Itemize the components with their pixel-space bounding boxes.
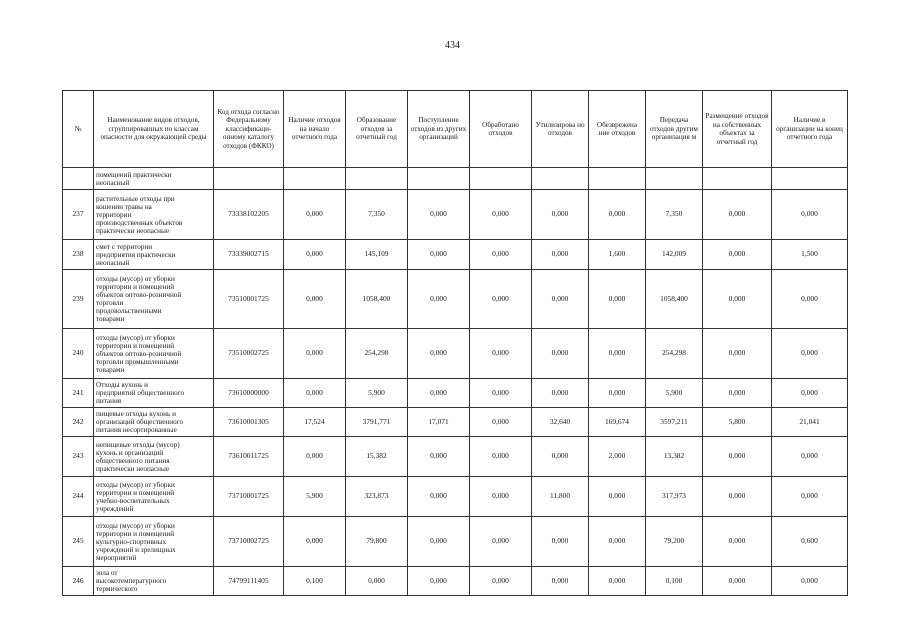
start-balance-cell: 0,000 xyxy=(284,329,346,379)
generated-cell: 0,000 xyxy=(346,567,408,596)
placed-cell: 0,000 xyxy=(703,567,772,596)
processed-cell: 0,000 xyxy=(470,437,532,477)
transferred-cell: 1058,400 xyxy=(646,270,703,329)
row-number: 237 xyxy=(63,190,94,240)
waste-name xyxy=(94,567,214,596)
placed-cell: 0,000 xyxy=(703,270,772,329)
end-balance-cell: 21,041 xyxy=(772,408,848,437)
fkko-code: 73510002725 xyxy=(214,329,284,379)
waste-name xyxy=(94,190,214,240)
waste-name-text: отходы (мусор) от уборки территории и помещений учебно-воспитательных учреждений xyxy=(96,480,175,513)
processed-cell: 0,000 xyxy=(470,567,532,596)
header-received: Поступление отходов из других организаций xyxy=(408,91,470,168)
received-cell: 0,000 xyxy=(408,270,470,329)
generated-cell: 15,382 xyxy=(346,437,408,477)
header-placed: Размещение отходов на собственных объектах за отчетный год xyxy=(703,91,772,168)
table-row xyxy=(63,329,848,379)
header-number: № xyxy=(63,91,94,168)
start-balance-cell: 0,100 xyxy=(284,567,346,596)
placed-cell: 5,800 xyxy=(703,408,772,437)
table-row xyxy=(63,437,848,477)
processed-cell: 0,000 xyxy=(470,517,532,567)
utilized-cell xyxy=(532,168,589,190)
end-balance-cell: 0,000 xyxy=(772,477,848,517)
transferred-cell: 142,009 xyxy=(646,240,703,270)
end-balance-cell: 1,500 xyxy=(772,240,848,270)
fkko-code: 73610001305 xyxy=(214,408,284,437)
waste-table xyxy=(62,90,848,596)
start-balance-cell: 0,000 xyxy=(284,437,346,477)
placed-cell: 0,000 xyxy=(703,190,772,240)
transferred-cell: 13,382 xyxy=(646,437,703,477)
row-number: 245 xyxy=(63,517,94,567)
row-number: 239 xyxy=(63,270,94,329)
processed-cell xyxy=(470,168,532,190)
row-number: 240 xyxy=(63,329,94,379)
waste-name-text: помещений практически неопасный xyxy=(96,170,172,187)
utilized-cell: 0,000 xyxy=(532,437,589,477)
generated-cell: 79,800 xyxy=(346,517,408,567)
end-balance-cell: 0,000 xyxy=(772,437,848,477)
transferred-cell: 254,298 xyxy=(646,329,703,379)
row-number xyxy=(63,168,94,190)
waste-name-text: смет с территории предприятия практически неопасный xyxy=(96,242,176,267)
end-balance-cell: 0,000 xyxy=(772,190,848,240)
fkko-code: 73610011725 xyxy=(214,437,284,477)
generated-cell: 1058,400 xyxy=(346,270,408,329)
neutralized-cell: 0,000 xyxy=(589,329,646,379)
header-end-balance: Наличие в организации на конец отчетного года xyxy=(772,91,848,168)
received-cell: 0,000 xyxy=(408,379,470,408)
received-cell: 0,000 xyxy=(408,329,470,379)
generated-cell: 145,109 xyxy=(346,240,408,270)
processed-cell: 0,000 xyxy=(470,240,532,270)
row-number: 241 xyxy=(63,379,94,408)
utilized-cell: 0,000 xyxy=(532,270,589,329)
utilized-cell: 0,000 xyxy=(532,379,589,408)
neutralized-cell: 2,000 xyxy=(589,437,646,477)
placed-cell: 0,000 xyxy=(703,437,772,477)
placed-cell: 0,000 xyxy=(703,329,772,379)
transferred-cell: 0,100 xyxy=(646,567,703,596)
processed-cell: 0,000 xyxy=(470,190,532,240)
received-cell: 0,000 xyxy=(408,567,470,596)
start-balance-cell: 0,000 xyxy=(284,240,346,270)
table-row xyxy=(63,190,848,240)
utilized-cell: 32,640 xyxy=(532,408,589,437)
start-balance-cell: 0,000 xyxy=(284,190,346,240)
waste-name xyxy=(94,168,214,190)
generated-cell: 7,350 xyxy=(346,190,408,240)
utilized-cell: 11,800 xyxy=(532,477,589,517)
utilized-cell: 0,000 xyxy=(532,240,589,270)
header-fkko-code: Код отхода согласно Федеральному классификаци- онному каталогу отходов (ФККО) xyxy=(214,91,284,168)
placed-cell: 0,000 xyxy=(703,517,772,567)
start-balance-cell: 5,900 xyxy=(284,477,346,517)
fkko-code: 73710001725 xyxy=(214,477,284,517)
header-utilized: Утилизирова но отходов xyxy=(532,91,589,168)
waste-name xyxy=(94,437,214,477)
neutralized-cell: 0,000 xyxy=(589,379,646,408)
neutralized-cell: 169,674 xyxy=(589,408,646,437)
processed-cell: 0,000 xyxy=(470,408,532,437)
received-cell: 17,071 xyxy=(408,408,470,437)
neutralized-cell: 0,000 xyxy=(589,517,646,567)
header-processed: Обработано отходов xyxy=(470,91,532,168)
table-body xyxy=(63,168,848,596)
row-number: 242 xyxy=(63,408,94,437)
start-balance-cell xyxy=(284,168,346,190)
header-neutralized: Обезврежена ние отходов xyxy=(589,91,646,168)
table-row xyxy=(63,379,848,408)
row-number: 246 xyxy=(63,567,94,596)
neutralized-cell: 0,000 xyxy=(589,270,646,329)
waste-name xyxy=(94,477,214,517)
table-row xyxy=(63,567,848,596)
start-balance-cell: 0,000 xyxy=(284,270,346,329)
processed-cell: 0,000 xyxy=(470,379,532,408)
header-generated: Образование отходов за отчетный год xyxy=(346,91,408,168)
waste-name xyxy=(94,517,214,567)
waste-name-text: отходы (мусор) от уборки территории и помещений культурно-спортивных учреждений и зрелищных мероприятий xyxy=(96,521,176,562)
fkko-code: 73339002715 xyxy=(214,240,284,270)
fkko-code: 73338102205 xyxy=(214,190,284,240)
placed-cell: 0,000 xyxy=(703,379,772,408)
processed-cell: 0,000 xyxy=(470,329,532,379)
end-balance-cell: 0,000 xyxy=(772,379,848,408)
received-cell: 0,000 xyxy=(408,437,470,477)
utilized-cell: 0,000 xyxy=(532,190,589,240)
placed-cell: 0,000 xyxy=(703,477,772,517)
waste-name-text: пищевые отходы кухонь и организаций общественного питания несортированные xyxy=(96,410,184,434)
end-balance-cell: 0,000 xyxy=(772,567,848,596)
generated-cell: 254,298 xyxy=(346,329,408,379)
generated-cell: 5,900 xyxy=(346,379,408,408)
waste-name xyxy=(94,270,214,329)
row-number: 244 xyxy=(63,477,94,517)
fkko-code: 74799111405 xyxy=(214,567,284,596)
neutralized-cell xyxy=(589,168,646,190)
start-balance-cell: 17,524 xyxy=(284,408,346,437)
row-number: 243 xyxy=(63,437,94,477)
neutralized-cell: 0,000 xyxy=(589,567,646,596)
received-cell: 0,000 xyxy=(408,517,470,567)
waste-name xyxy=(94,329,214,379)
waste-name xyxy=(94,379,214,408)
end-balance-cell xyxy=(772,168,848,190)
transferred-cell xyxy=(646,168,703,190)
page-number: 434 xyxy=(445,40,460,51)
generated-cell xyxy=(346,168,408,190)
received-cell xyxy=(408,168,470,190)
fkko-code xyxy=(214,168,284,190)
waste-name xyxy=(94,240,214,270)
waste-name-text: Отходы кухонь и предприятий общественного питания xyxy=(96,381,185,405)
neutralized-cell: 1,600 xyxy=(589,240,646,270)
generated-cell: 323,873 xyxy=(346,477,408,517)
waste-name-text: отходы (мусор) от уборки территории и помещений объектов оптово-розничной торговли продовольственными товарами xyxy=(96,275,182,323)
waste-name-text: зола от высокотемпературного термического xyxy=(96,569,167,593)
processed-cell: 0,000 xyxy=(470,270,532,329)
table-row xyxy=(63,270,848,329)
transferred-cell: 317,973 xyxy=(646,477,703,517)
transferred-cell: 3597,211 xyxy=(646,408,703,437)
header-start-balance: Наличие отходов на начало отчетного года xyxy=(284,91,346,168)
table-row xyxy=(63,517,848,567)
waste-name xyxy=(94,408,214,437)
table-row xyxy=(63,477,848,517)
header-transferred: Передача отходов другим организация м xyxy=(646,91,703,168)
transferred-cell: 79,200 xyxy=(646,517,703,567)
processed-cell: 0,000 xyxy=(470,477,532,517)
header-waste-name: Наименование видов отходов, сгруппированных по классам опасности для окружающей среды xyxy=(94,91,214,168)
placed-cell: 0,000 xyxy=(703,240,772,270)
table-row xyxy=(63,240,848,270)
fkko-code: 73610000000 xyxy=(214,379,284,408)
transferred-cell: 5,900 xyxy=(646,379,703,408)
utilized-cell: 0,000 xyxy=(532,517,589,567)
end-balance-cell: 0,000 xyxy=(772,329,848,379)
received-cell: 0,000 xyxy=(408,240,470,270)
neutralized-cell: 0,000 xyxy=(589,477,646,517)
end-balance-cell: 0,600 xyxy=(772,517,848,567)
generated-cell: 3791,771 xyxy=(346,408,408,437)
table-row xyxy=(63,168,848,190)
start-balance-cell: 0,000 xyxy=(284,517,346,567)
placed-cell xyxy=(703,168,772,190)
neutralized-cell: 0,000 xyxy=(589,190,646,240)
waste-name-text: отходы (мусор) от уборки территории и помещений объектов оптово-розничной торговли промышленными товарами xyxy=(96,333,182,374)
received-cell: 0,000 xyxy=(408,477,470,517)
waste-name-text: растительные отходы при кошении травы на территории производственных объектов практически неопасные xyxy=(96,194,183,235)
fkko-code: 73510001725 xyxy=(214,270,284,329)
table-row xyxy=(63,408,848,437)
fkko-code: 73710002725 xyxy=(214,517,284,567)
start-balance-cell: 0,000 xyxy=(284,379,346,408)
row-number: 238 xyxy=(63,240,94,270)
transferred-cell: 7,350 xyxy=(646,190,703,240)
utilized-cell: 0,000 xyxy=(532,567,589,596)
waste-name-text: непищевые отходы (мусор) кухонь и организаций общественного питания практически неопасные xyxy=(96,440,180,473)
received-cell: 0,000 xyxy=(408,190,470,240)
utilized-cell: 0,000 xyxy=(532,329,589,379)
end-balance-cell: 0,000 xyxy=(772,270,848,329)
table-header xyxy=(63,91,848,168)
